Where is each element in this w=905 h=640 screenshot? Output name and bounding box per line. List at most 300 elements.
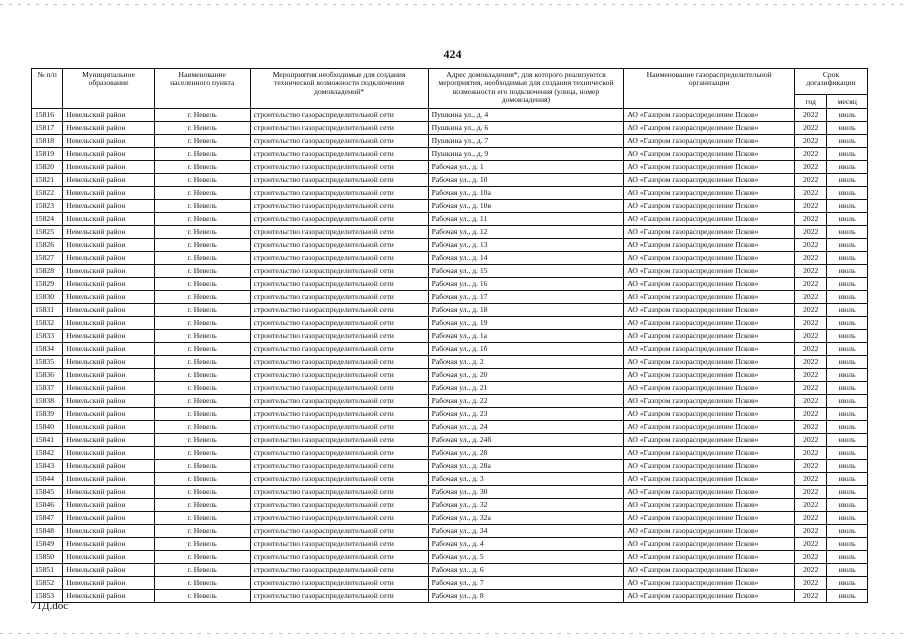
cell-organization: АО «Газпром газораспределение Псков»	[624, 499, 795, 512]
cell-month: июль	[827, 538, 868, 551]
cell-municipality: Невельский район	[63, 473, 155, 486]
cell-year: 2022	[795, 512, 827, 525]
cell-municipality: Невельский район	[63, 161, 155, 174]
table-row	[32, 291, 868, 304]
cell-settlement: г. Невель	[154, 408, 250, 421]
cell-measure: строительство газораспределительной сети	[250, 525, 428, 538]
cell-municipality: Невельский район	[63, 499, 155, 512]
table-row	[32, 317, 868, 330]
table-row	[32, 382, 868, 395]
cell-organization: АО «Газпром газораспределение Псков»	[624, 525, 795, 538]
cell-measure: строительство газораспределительной сети	[250, 278, 428, 291]
cell-settlement: г. Невель	[154, 460, 250, 473]
table-row	[32, 434, 868, 447]
cell-organization: АО «Газпром газораспределение Псков»	[624, 226, 795, 239]
table-row	[32, 395, 868, 408]
table-row	[32, 356, 868, 369]
cell-month: июль	[827, 395, 868, 408]
table-row	[32, 525, 868, 538]
cell-measure: строительство газораспределительной сети	[250, 577, 428, 590]
cell-settlement: г. Невель	[154, 239, 250, 252]
cell-measure: строительство газораспределительной сети	[250, 304, 428, 317]
cell-organization: АО «Газпром газораспределение Псков»	[624, 200, 795, 213]
cell-measure: строительство газораспределительной сети	[250, 252, 428, 265]
cell-address: Рабочая ул., д. 10	[428, 174, 624, 187]
cell-organization: АО «Газпром газораспределение Псков»	[624, 174, 795, 187]
table-row	[32, 421, 868, 434]
cell-settlement: г. Невель	[154, 395, 250, 408]
cell-year: 2022	[795, 447, 827, 460]
cell-organization: АО «Газпром газораспределение Псков»	[624, 239, 795, 252]
cell-num: 15828	[32, 265, 63, 278]
cell-month: июль	[827, 486, 868, 499]
cell-settlement: г. Невель	[154, 525, 250, 538]
cell-year: 2022	[795, 538, 827, 551]
table-row	[32, 148, 868, 161]
header-month: месяц	[827, 95, 868, 109]
cell-measure: строительство газораспределительной сети	[250, 564, 428, 577]
cell-year: 2022	[795, 395, 827, 408]
cell-settlement: г. Невель	[154, 265, 250, 278]
cell-month: июль	[827, 265, 868, 278]
cell-organization: АО «Газпром газораспределение Псков»	[624, 447, 795, 460]
cell-year: 2022	[795, 434, 827, 447]
table-row	[32, 408, 868, 421]
cell-address: Рабочая ул., д. 20	[428, 369, 624, 382]
cell-settlement: г. Невель	[154, 226, 250, 239]
cell-settlement: г. Невель	[154, 148, 250, 161]
cell-measure: строительство газораспределительной сети	[250, 460, 428, 473]
table-row	[32, 161, 868, 174]
cell-num: 15833	[32, 330, 63, 343]
table-row	[32, 473, 868, 486]
table-row	[32, 122, 868, 135]
cell-municipality: Невельский район	[63, 239, 155, 252]
cell-month: июль	[827, 122, 868, 135]
cell-organization: АО «Газпром газораспределение Псков»	[624, 122, 795, 135]
cell-organization: АО «Газпром газораспределение Псков»	[624, 330, 795, 343]
cell-settlement: г. Невель	[154, 122, 250, 135]
cell-num: 15818	[32, 135, 63, 148]
cell-year: 2022	[795, 109, 827, 122]
cell-year: 2022	[795, 265, 827, 278]
table-body	[32, 109, 868, 603]
cell-municipality: Невельский район	[63, 486, 155, 499]
cell-num: 15835	[32, 356, 63, 369]
table-row	[32, 330, 868, 343]
cell-address: Рабочая ул., д. 22	[428, 395, 624, 408]
cell-municipality: Невельский район	[63, 291, 155, 304]
header-year: год	[795, 95, 827, 109]
cell-year: 2022	[795, 486, 827, 499]
gasification-table	[31, 68, 868, 603]
cell-organization: АО «Газпром газораспределение Псков»	[624, 252, 795, 265]
cell-municipality: Невельский район	[63, 421, 155, 434]
cell-year: 2022	[795, 304, 827, 317]
cell-year: 2022	[795, 135, 827, 148]
cell-municipality: Невельский район	[63, 343, 155, 356]
cell-organization: АО «Газпром газораспределение Псков»	[624, 512, 795, 525]
cell-address: Рабочая ул., д. 10а	[428, 187, 624, 200]
cell-organization: АО «Газпром газораспределение Псков»	[624, 304, 795, 317]
cell-year: 2022	[795, 291, 827, 304]
cell-year: 2022	[795, 239, 827, 252]
cell-organization: АО «Газпром газораспределение Псков»	[624, 551, 795, 564]
cell-year: 2022	[795, 343, 827, 356]
cell-municipality: Невельский район	[63, 395, 155, 408]
cell-num: 15845	[32, 486, 63, 499]
cell-settlement: г. Невель	[154, 564, 250, 577]
cell-month: июль	[827, 590, 868, 603]
table-row	[32, 564, 868, 577]
cell-address: Рабочая ул., д. 24	[428, 421, 624, 434]
cell-municipality: Невельский район	[63, 369, 155, 382]
cell-address: Рабочая ул., д. 17	[428, 291, 624, 304]
cell-municipality: Невельский район	[63, 122, 155, 135]
cell-settlement: г. Невель	[154, 213, 250, 226]
cell-municipality: Невельский район	[63, 278, 155, 291]
cell-settlement: г. Невель	[154, 421, 250, 434]
cell-settlement: г. Невель	[154, 187, 250, 200]
cell-organization: АО «Газпром газораспределение Псков»	[624, 577, 795, 590]
cell-num: 15841	[32, 434, 63, 447]
header-address: Адрес домовладения*, для которого реализуются мероприятия, необходимые для создания технической возможности его подключения (улица, номер домовладения)	[428, 69, 624, 109]
cell-month: июль	[827, 408, 868, 421]
cell-num: 15852	[32, 577, 63, 590]
cell-municipality: Невельский район	[63, 590, 155, 603]
page-number: 424	[443, 47, 462, 61]
table-row	[32, 226, 868, 239]
cell-num: 15851	[32, 564, 63, 577]
cell-measure: строительство газораспределительной сети	[250, 499, 428, 512]
cell-organization: АО «Газпром газораспределение Псков»	[624, 421, 795, 434]
cell-organization: АО «Газпром газораспределение Псков»	[624, 161, 795, 174]
table-row	[32, 512, 868, 525]
cell-month: июль	[827, 200, 868, 213]
cell-measure: строительство газораспределительной сети	[250, 512, 428, 525]
cell-num: 15840	[32, 421, 63, 434]
cell-year: 2022	[795, 421, 827, 434]
cell-address: Рабочая ул., д. 12	[428, 226, 624, 239]
cell-organization: АО «Газпром газораспределение Псков»	[624, 369, 795, 382]
cell-settlement: г. Невель	[154, 447, 250, 460]
cell-address: Рабочая ул., д. 18	[428, 304, 624, 317]
header-measures: Мероприятия необходимые для создания технической возможности подключения домовладений*	[250, 69, 428, 109]
cell-address: Рабочая ул., д. 8	[428, 590, 624, 603]
cell-month: июль	[827, 278, 868, 291]
cell-num: 15836	[32, 369, 63, 382]
cell-municipality: Невельский район	[63, 174, 155, 187]
table-row	[32, 200, 868, 213]
cell-settlement: г. Невель	[154, 434, 250, 447]
cell-year: 2022	[795, 551, 827, 564]
cell-num: 15849	[32, 538, 63, 551]
cell-year: 2022	[795, 122, 827, 135]
cell-num: 15834	[32, 343, 63, 356]
cell-month: июль	[827, 317, 868, 330]
cell-settlement: г. Невель	[154, 512, 250, 525]
cell-municipality: Невельский район	[63, 330, 155, 343]
cell-settlement: г. Невель	[154, 291, 250, 304]
cell-settlement: г. Невель	[154, 486, 250, 499]
cell-address: Пушкина ул., д. 7	[428, 135, 624, 148]
cell-municipality: Невельский район	[63, 460, 155, 473]
cell-municipality: Невельский район	[63, 512, 155, 525]
cell-municipality: Невельский район	[63, 577, 155, 590]
table-row	[32, 538, 868, 551]
cell-year: 2022	[795, 408, 827, 421]
cell-num: 15847	[32, 512, 63, 525]
cell-month: июль	[827, 434, 868, 447]
header-num: № п/п	[32, 69, 63, 109]
cell-year: 2022	[795, 213, 827, 226]
cell-month: июль	[827, 187, 868, 200]
cell-organization: АО «Газпром газораспределение Псков»	[624, 434, 795, 447]
cell-month: июль	[827, 174, 868, 187]
table-row	[32, 252, 868, 265]
cell-municipality: Невельский район	[63, 252, 155, 265]
cell-num: 15816	[32, 109, 63, 122]
cell-measure: строительство газораспределительной сети	[250, 551, 428, 564]
cell-month: июль	[827, 109, 868, 122]
cell-num: 15826	[32, 239, 63, 252]
cell-month: июль	[827, 460, 868, 473]
cell-measure: строительство газораспределительной сети	[250, 174, 428, 187]
cell-address: Пушкина ул., д. 9	[428, 148, 624, 161]
cell-organization: АО «Газпром газораспределение Псков»	[624, 109, 795, 122]
cell-municipality: Невельский район	[63, 382, 155, 395]
cell-month: июль	[827, 525, 868, 538]
cell-year: 2022	[795, 330, 827, 343]
cell-num: 15838	[32, 395, 63, 408]
cell-address: Рабочая ул., д. 30	[428, 486, 624, 499]
cell-organization: АО «Газпром газораспределение Псков»	[624, 564, 795, 577]
scan-artifact-top	[0, 4, 905, 5]
cell-measure: строительство газораспределительной сети	[250, 317, 428, 330]
cell-municipality: Невельский район	[63, 265, 155, 278]
cell-settlement: г. Невель	[154, 538, 250, 551]
cell-measure: строительство газораспределительной сети	[250, 148, 428, 161]
cell-settlement: г. Невель	[154, 135, 250, 148]
cell-measure: строительство газораспределительной сети	[250, 265, 428, 278]
cell-measure: строительство газораспределительной сети	[250, 291, 428, 304]
cell-municipality: Невельский район	[63, 551, 155, 564]
cell-organization: АО «Газпром газораспределение Псков»	[624, 486, 795, 499]
cell-month: июль	[827, 239, 868, 252]
cell-num: 15853	[32, 590, 63, 603]
cell-month: июль	[827, 252, 868, 265]
cell-measure: строительство газораспределительной сети	[250, 590, 428, 603]
cell-municipality: Невельский район	[63, 187, 155, 200]
cell-month: июль	[827, 382, 868, 395]
cell-year: 2022	[795, 382, 827, 395]
cell-year: 2022	[795, 226, 827, 239]
cell-settlement: г. Невель	[154, 317, 250, 330]
cell-organization: АО «Газпром газораспределение Псков»	[624, 382, 795, 395]
cell-month: июль	[827, 161, 868, 174]
cell-month: июль	[827, 577, 868, 590]
cell-address: Рабочая ул., д. 23	[428, 408, 624, 421]
cell-measure: строительство газораспределительной сети	[250, 486, 428, 499]
cell-measure: строительство газораспределительной сети	[250, 135, 428, 148]
cell-settlement: г. Невель	[154, 382, 250, 395]
cell-year: 2022	[795, 369, 827, 382]
cell-organization: АО «Газпром газораспределение Псков»	[624, 538, 795, 551]
cell-month: июль	[827, 213, 868, 226]
cell-municipality: Невельский район	[63, 317, 155, 330]
cell-organization: АО «Газпром газораспределение Псков»	[624, 148, 795, 161]
cell-settlement: г. Невель	[154, 369, 250, 382]
cell-measure: строительство газораспределительной сети	[250, 447, 428, 460]
table-row	[32, 239, 868, 252]
cell-month: июль	[827, 551, 868, 564]
table-row	[32, 486, 868, 499]
table-row	[32, 135, 868, 148]
cell-organization: АО «Газпром газораспределение Псков»	[624, 187, 795, 200]
cell-month: июль	[827, 473, 868, 486]
cell-address: Рабочая ул., д. 16	[428, 278, 624, 291]
cell-measure: строительство газораспределительной сети	[250, 109, 428, 122]
cell-measure: строительство газораспределительной сети	[250, 382, 428, 395]
cell-month: июль	[827, 343, 868, 356]
cell-num: 15827	[32, 252, 63, 265]
table-row	[32, 460, 868, 473]
cell-organization: АО «Газпром газораспределение Псков»	[624, 213, 795, 226]
cell-municipality: Невельский район	[63, 538, 155, 551]
cell-year: 2022	[795, 564, 827, 577]
cell-settlement: г. Невель	[154, 330, 250, 343]
cell-settlement: г. Невель	[154, 109, 250, 122]
cell-organization: АО «Газпром газораспределение Псков»	[624, 460, 795, 473]
cell-address: Рабочая ул., д. 4	[428, 538, 624, 551]
cell-month: июль	[827, 512, 868, 525]
cell-address: Рабочая ул., д. 34	[428, 525, 624, 538]
cell-year: 2022	[795, 161, 827, 174]
cell-month: июль	[827, 369, 868, 382]
table-row	[32, 265, 868, 278]
cell-address: Рабочая ул., д. 19	[428, 317, 624, 330]
cell-address: Рабочая ул., д. 28	[428, 447, 624, 460]
cell-year: 2022	[795, 200, 827, 213]
cell-num: 15843	[32, 460, 63, 473]
cell-month: июль	[827, 564, 868, 577]
cell-address: Пушкина ул., д. 6	[428, 122, 624, 135]
cell-month: июль	[827, 356, 868, 369]
cell-num: 15821	[32, 174, 63, 187]
cell-measure: строительство газораспределительной сети	[250, 421, 428, 434]
cell-municipality: Невельский район	[63, 447, 155, 460]
cell-year: 2022	[795, 460, 827, 473]
cell-num: 15819	[32, 148, 63, 161]
table-row	[32, 109, 868, 122]
cell-settlement: г. Невель	[154, 304, 250, 317]
cell-settlement: г. Невель	[154, 343, 250, 356]
cell-municipality: Невельский район	[63, 564, 155, 577]
cell-num: 15837	[32, 382, 63, 395]
cell-year: 2022	[795, 499, 827, 512]
cell-num: 15817	[32, 122, 63, 135]
cell-num: 15820	[32, 161, 63, 174]
cell-num: 15850	[32, 551, 63, 564]
table-row	[32, 499, 868, 512]
cell-month: июль	[827, 330, 868, 343]
cell-address: Рабочая ул., д. 1б	[428, 343, 624, 356]
cell-organization: АО «Газпром газораспределение Псков»	[624, 473, 795, 486]
table-row	[32, 447, 868, 460]
cell-num: 15844	[32, 473, 63, 486]
cell-municipality: Невельский район	[63, 148, 155, 161]
cell-num: 15848	[32, 525, 63, 538]
cell-num: 15822	[32, 187, 63, 200]
cell-num: 15846	[32, 499, 63, 512]
table-row	[32, 590, 868, 603]
cell-municipality: Невельский район	[63, 304, 155, 317]
table-row	[32, 304, 868, 317]
cell-measure: строительство газораспределительной сети	[250, 473, 428, 486]
cell-settlement: г. Невель	[154, 590, 250, 603]
cell-address: Рабочая ул., д. 1	[428, 161, 624, 174]
scan-artifact-bottom	[0, 633, 905, 634]
cell-year: 2022	[795, 148, 827, 161]
header-deadline: Срок догазификации	[795, 69, 868, 95]
table-header	[32, 69, 868, 109]
cell-measure: строительство газораспределительной сети	[250, 226, 428, 239]
cell-address: Рабочая ул., д. 24б	[428, 434, 624, 447]
cell-year: 2022	[795, 252, 827, 265]
cell-measure: строительство газораспределительной сети	[250, 213, 428, 226]
table-row	[32, 174, 868, 187]
cell-year: 2022	[795, 278, 827, 291]
cell-organization: АО «Газпром газораспределение Псков»	[624, 408, 795, 421]
cell-measure: строительство газораспределительной сети	[250, 369, 428, 382]
cell-address: Рабочая ул., д. 5	[428, 551, 624, 564]
cell-address: Рабочая ул., д. 13	[428, 239, 624, 252]
cell-month: июль	[827, 226, 868, 239]
cell-municipality: Невельский район	[63, 135, 155, 148]
cell-settlement: г. Невель	[154, 161, 250, 174]
cell-settlement: г. Невель	[154, 174, 250, 187]
cell-address: Рабочая ул., д. 6	[428, 564, 624, 577]
cell-municipality: Невельский район	[63, 226, 155, 239]
cell-num: 15842	[32, 447, 63, 460]
cell-month: июль	[827, 148, 868, 161]
cell-organization: АО «Газпром газораспределение Псков»	[624, 317, 795, 330]
cell-num: 15823	[32, 200, 63, 213]
cell-measure: строительство газораспределительной сети	[250, 356, 428, 369]
cell-settlement: г. Невель	[154, 356, 250, 369]
cell-measure: строительство газораспределительной сети	[250, 343, 428, 356]
cell-measure: строительство газораспределительной сети	[250, 187, 428, 200]
cell-address: Рабочая ул., д. 2	[428, 356, 624, 369]
cell-measure: строительство газораспределительной сети	[250, 538, 428, 551]
cell-address: Рабочая ул., д. 10в	[428, 200, 624, 213]
header-settlement: Наименование населенного пункта	[154, 69, 250, 109]
cell-num: 15830	[32, 291, 63, 304]
cell-address: Рабочая ул., д. 32	[428, 499, 624, 512]
cell-measure: строительство газораспределительной сети	[250, 161, 428, 174]
cell-month: июль	[827, 499, 868, 512]
table-row	[32, 213, 868, 226]
table-row	[32, 577, 868, 590]
cell-year: 2022	[795, 590, 827, 603]
cell-measure: строительство газораспределительной сети	[250, 434, 428, 447]
cell-address: Рабочая ул., д. 1а	[428, 330, 624, 343]
table-row	[32, 369, 868, 382]
cell-measure: строительство газораспределительной сети	[250, 408, 428, 421]
cell-num: 15825	[32, 226, 63, 239]
cell-organization: АО «Газпром газораспределение Псков»	[624, 590, 795, 603]
cell-num: 15839	[32, 408, 63, 421]
